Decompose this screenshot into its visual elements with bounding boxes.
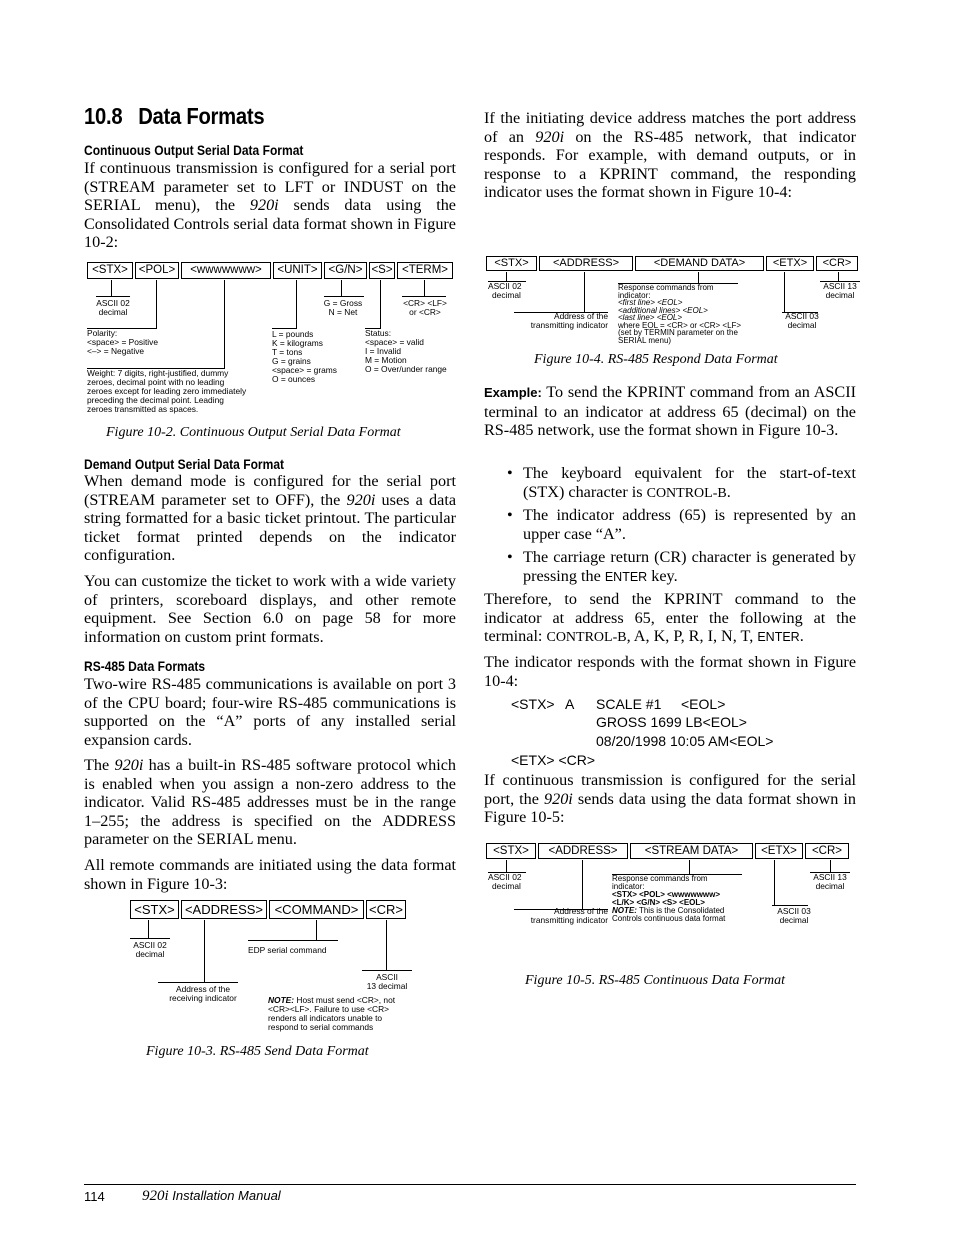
example-paragraph: Example: To send the KPRINT command from an ASCII terminal to an indicator at address 65 (decimal) on the RS-485 network, use the format shown in Figure 10-3. xyxy=(484,383,856,440)
rs485-paragraph-1: Two-wire RS-485 communications is available on port 3 of the CPU board; four-wire RS-485 communications is supported on the “A” ports of any installed serial expansion cards. xyxy=(84,675,456,749)
response-address: A xyxy=(565,696,575,712)
customize-ticket-paragraph: You can customize the ticket to work with a wide variety of printers, scoreboard displays, and other remote equipment. See Section 6.0 on page 58 for more information on custom print formats. xyxy=(84,572,456,646)
fig4-etx-note: ASCII 03 decimal xyxy=(785,311,819,330)
fig5-box-etx: <ETX> xyxy=(755,843,803,859)
demand-output-heading: Demand Output Serial Data Format xyxy=(84,456,285,472)
address-match-paragraph: If the initiating device address matches the port address of an 920i on the RS-485 network, that indicator responds. For example, with demand outputs, or in response to a KPRINT command, the responding indicator uses the format shown in Figure 10-4: xyxy=(484,109,856,202)
bullet-address: • The indicator address (65) is represented by an upper case “A”. xyxy=(507,506,856,543)
fig2-box-term: <TERM> xyxy=(397,262,453,279)
fig2-box-pol: <POL> xyxy=(135,262,179,279)
fig3-cr-note: ASCII 13 decimal xyxy=(366,972,408,991)
figure-10-5 xyxy=(486,843,862,933)
fig5-stx-note: ASCII 02 decimal xyxy=(488,872,522,891)
fig3-box-stx: <STX> xyxy=(130,900,179,919)
fig3-stx-note: ASCII 02 decimal xyxy=(133,940,167,959)
fig5-response-note: Response commands from indicator: <STX> <POL> <wwwwwww> <L/K> <G/N> <S> <EOL> NOTE: This is the Consolidated Controls continuous data format xyxy=(612,874,726,923)
bullet-stx: • The keyboard equivalent for the start-of-text (STX) character is CONTROL-B. xyxy=(507,464,856,501)
fig5-address-note: Address of the transmitting indicator xyxy=(530,906,608,925)
response-eol: <EOL> xyxy=(681,696,726,712)
fig4-box-stx: <STX> xyxy=(486,256,537,271)
figure-10-5-caption: Figure 10-5. RS-485 Continuous Data Format xyxy=(525,973,786,988)
figure-10-3 xyxy=(128,900,428,1040)
fig3-host-note: NOTE: Host must send <CR>, not <CR><LF>. Failure to use <CR> renders all indicators unable to respond to serial commands xyxy=(268,995,396,1032)
fig2-weight-note: Weight: 7 digits, right-justified, dummy zeroes, decimal point with no leading zeroes except for leading zero immediately preceding the decimal point. Leading zeroes transmitted as spaces. xyxy=(87,368,247,414)
fig5-cr-note: ASCII 13 decimal xyxy=(813,872,847,891)
fig5-box-address: <ADDRESS> xyxy=(538,843,628,859)
page-number: 114 xyxy=(84,1189,105,1204)
fig5-box-cr: <CR> xyxy=(805,843,849,859)
fig5-box-stream-data: <STREAM DATA> xyxy=(630,843,753,859)
fig2-box-unit: <UNIT> xyxy=(273,262,322,279)
fig2-term-note: <CR> <LF> or <CR> xyxy=(403,298,447,317)
fig4-box-row xyxy=(486,256,860,271)
fig3-box-command: <COMMAND> xyxy=(269,900,364,919)
figure-10-2 xyxy=(84,262,456,422)
bullet-enter: • The carriage return (CR) character is generated by pressing the ENTER key. xyxy=(507,548,856,585)
continuous-rs485-paragraph: If continuous transmission is configured for the serial port, the 920i sends data using the data format shown in Figure 10-5: xyxy=(484,771,856,827)
fig2-box-gn: <G/N> xyxy=(324,262,367,279)
fig2-polarity-note: Polarity: <space> = Positive <–> = Negative xyxy=(87,328,158,356)
manual-title: 920i Installation Manual xyxy=(142,1188,281,1204)
fig2-unit-note: L = pounds K = kilograms T = tons G = grains <space> = grams O = ounces xyxy=(272,329,337,384)
fig3-address-note: Address of the receiving indicator xyxy=(169,984,237,1003)
fig2-gn-note: G = Gross N = Net xyxy=(323,298,363,317)
rs485-paragraph-3: All remote commands are initiated using the data format shown in Figure 10-3: xyxy=(84,856,456,893)
fig3-box-address: <ADDRESS> xyxy=(181,900,267,919)
response-etx-cr: <ETX> <CR> xyxy=(511,752,596,768)
fig2-status-note: Status: <space> = valid I = Invalid M = Motion O = Over/under range xyxy=(365,328,447,374)
page-footer xyxy=(84,1184,856,1204)
indicator-responds-paragraph: The indicator responds with the format shown in Figure 10-4: xyxy=(484,653,856,690)
fig5-box-row xyxy=(486,843,851,859)
rs485-heading: RS-485 Data Formats xyxy=(84,658,206,674)
rs485-paragraph-2: The 920i has a built-in RS-485 software protocol which is enabled when you assign a non-zero address to the indicator. Valid RS-485 addresses must be in the range 1–255; the address is specified on the ADDRESS parameter on the SERIAL menu. xyxy=(84,756,456,849)
response-stx: <STX> xyxy=(511,696,555,712)
fig4-box-demand-data: <DEMAND DATA> xyxy=(635,256,764,271)
fig2-stx-note: ASCII 02 decimal xyxy=(96,298,130,317)
fig5-box-stx: <STX> xyxy=(486,843,536,859)
continuous-output-paragraph: If continuous transmission is configured for a serial port (STREAM parameter set to LFT or INDUST on the SERIAL menu), the 920i sends data using the Consolidated Controls serial data format shown in Figure 10-2: xyxy=(84,159,456,252)
section-title xyxy=(84,103,264,130)
fig4-box-address: <ADDRESS> xyxy=(539,256,633,271)
continuous-output-heading: Continuous Output Serial Data Format xyxy=(84,142,304,158)
section-number: 10.8 xyxy=(84,103,123,129)
figure-10-3-caption: Figure 10-3. RS-485 Send Data Format xyxy=(146,1044,369,1059)
response-date: 08/20/1998 10:05 AM<EOL> xyxy=(596,733,774,749)
fig4-stx-note: ASCII 02 decimal xyxy=(488,281,522,300)
figure-10-2-caption: Figure 10-2. Continuous Output Serial Data Format xyxy=(106,425,401,440)
figure-10-4 xyxy=(486,256,862,346)
demand-output-paragraph: When demand mode is configured for the serial port (STREAM parameter set to OFF), the 920i uses a data string formatted for a basic ticket printout. The particular ticket format printed depends on the indicator configuration. xyxy=(84,472,457,565)
send-kprint-paragraph: Therefore, to send the KPRINT command to the indicator at address 65, enter the following at the terminal: CONTROL-B, A, K, P, R, I, N, T, ENTER. xyxy=(484,590,856,646)
fig4-address-note: Address of the transmitting indicator xyxy=(530,311,608,330)
fig3-box-row xyxy=(130,900,408,919)
fig2-box-row xyxy=(87,262,455,279)
fig2-box-weight: <wwwwwww> xyxy=(181,262,271,279)
fig5-etx-note: ASCII 03 decimal xyxy=(777,906,811,925)
fig4-cr-note: ASCII 13 decimal xyxy=(823,281,857,300)
response-gross: GROSS 1699 LB<EOL> xyxy=(596,714,747,730)
fig3-command-note: EDP serial command xyxy=(248,945,327,955)
fig3-box-cr: <CR> xyxy=(366,900,406,919)
fig2-box-status: <S> xyxy=(369,262,395,279)
fig4-box-etx: <ETX> xyxy=(766,256,814,271)
response-scale: SCALE #1 xyxy=(596,696,662,712)
fig4-box-cr: <CR> xyxy=(816,256,858,271)
fig4-response-note: Response commands from indicator: <first line> <EOL> <additional lines> <EOL> <last line> <EOL> where EOL = <CR> or <CR> <LF> (set by TERMIN parameter on the SERIAL menu) xyxy=(618,283,742,345)
fig2-box-stx: <STX> xyxy=(87,262,133,279)
section-title-text: Data Formats xyxy=(138,103,265,129)
figure-10-4-caption: Figure 10-4. RS-485 Respond Data Format xyxy=(534,352,778,367)
